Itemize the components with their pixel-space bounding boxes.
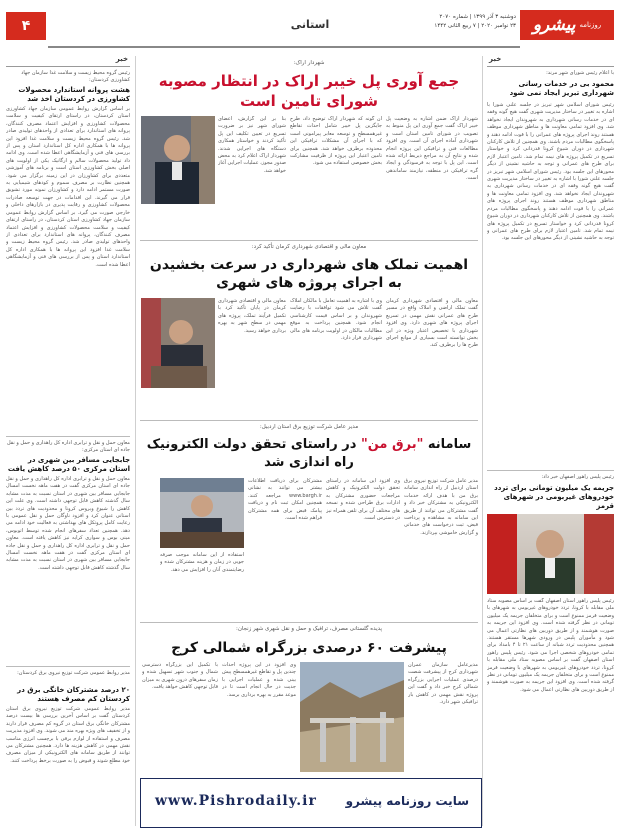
left-column-separator [135, 56, 136, 826]
page-number-box [6, 12, 46, 40]
masthead [0, 0, 620, 48]
bargh-body-col-1: مدیر عامل شرکت توزیع نیروی برق استان اردبیل از راه اندازی سامانه برق من با هدف ارائه خدمات الکترونیکی به مشترکان خبر داد و گفت مشترکان می توانند از طریق این سامانه به مشاهده و پرداخت قبض، ثبت درخواست های خدماتی و گزارش خاموشی بپردازند. [404, 478, 478, 536]
karaj-body-col-2: وی افزود در این پروژه احداث چندین پل و تقاطع غیرهمسطح پیش بینی شده و عملیات اجرایی با جدیت در حال انجام است تا در موعد مقرر به بهره برداری برسد. [222, 662, 296, 698]
right-story1-kicker: با اعلام رئیس شورای شهر مرند: [546, 70, 614, 76]
assets-body-col-3: معاون مالی و اقتصادی شهرداری کرمان در پایان تأکید کرد با تکمیل فرآیند تملک، پروژه های مهمی در سطح شهر به بهره برداری خواهد رسید. [218, 298, 286, 334]
left-divider-2 [6, 666, 130, 667]
lead-divider [140, 240, 478, 241]
issue-date [400, 13, 516, 31]
assets-official-photo [141, 298, 215, 388]
masthead-rule [48, 46, 520, 48]
left-divider-1 [6, 436, 130, 437]
bargh-body-col-3: مشترکان برای دریافت اطلاعات بیشتر می توانند به نشانی www.bargh.ir مراجعه کنند. همچنین امکان ثبت نام و دریافت پیامک قبض برای همه مشترکان فراهم شده است. [248, 478, 322, 522]
lead-body-col-3: بنا بر این گزارش، اعضای شورای شهر نیز بر ضرورت تسریع در تعیین تکلیف این پل تأکید کردند و خواستار همکاری دستگاه های اجرایی شدند. شهردار اراک اعلام کرد به محض صدور مجوز، عملیات اجرایی آغاز خواهد شد. [218, 116, 286, 174]
brand-logo [522, 10, 612, 40]
right-story2-title: جریمه یک میلیون تومانی برای تردد خودروهای غیربومی در شهرهای قرمز [494, 484, 614, 510]
lead-mayor-photo [141, 116, 215, 204]
left-story3-kicker: مدیر روابط عمومی شرکت توزیع نیروی برق کردستان: [17, 670, 130, 676]
left-column [6, 56, 130, 829]
assets-divider [140, 420, 478, 421]
right-story2-kicker: رئیس پلیس راهور اصفهان خبر داد: [541, 474, 614, 480]
left-story1-title: هشت پروانه استاندارد محصولات کشاورزی در کردستان اخذ شد [18, 86, 130, 103]
karaj-construction-photo [300, 662, 404, 772]
page-number: ۴ [21, 18, 31, 34]
bargh-title-2: راه اندازی شد [264, 455, 354, 470]
right-label-bar [487, 56, 614, 67]
date-line-1: دوشنبه ۳ آذر ۱۳۹۹ | شماره ۲۰۷۰ [439, 14, 516, 20]
left-story2-title: جابجایی مسافر بین شهری در استان مرکزی ۵۰ درصد کاهش یافت [7, 456, 130, 473]
lead-body-col-2: آن گونه که شهردار اراک توضیح داد، طرح جایگزین پل خیبر شامل احداث تقاطع غیرهمسطح و توسعه معابر پیرامونی است که با اجرای آن مشکلات ترافیکی این محدوده برطرف خواهد شد. همچنین برای تامین اعتبار این پروژه از ظرفیت مشارکت بخش خصوصی استفاده می شود. [290, 116, 382, 167]
assets-title-1: اهمیت تملک های شهرداری در سرعت بخشیدن [149, 257, 469, 273]
karaj-body-col-1: مدیرعامل سازمان عمران شهرداری کرج از پیشرفت شصت درصدی عملیات اجرایی بزرگراه شمالی کرج خبر داد و گفت این پروژه نقش مهمی در کاهش بار ترافیکی شهر دارد. [408, 662, 478, 706]
lead-body-col-1: شهردار اراک ضمن اشاره به وضعیت پل خیبر اراک گفت جمع آوری این پل منوط به تصویب در شورای تامین استان است و شهرداری آماده اجرای آن است. وی افزود مطالعات فنی و ترافیکی این پروژه انجام شده و نتایج آن به مراجع ذیربط ارائه شده است. این پل با توجه به فرسودگی و ایجاد گره ترافیکی در منطقه، نیازمند ساماندهی است. [386, 116, 478, 182]
lead-kicker: شهردار اراک: [293, 60, 325, 66]
left-story1-body: بر اساس گزارش روابط عمومی سازمان جهاد کشاورزی استان کردستان، در راستای ارتقای کیفیت و سلامت محصولات کشاورزی و افزایش اعتماد مصرف کنندگان، پروانه های استاندارد برای تعدادی از واحدهای تولیدی صادر شد. رئیس گروه محیط زیست و سلامت غذا افزود این پروانه ها با همکاری اداره کل استاندارد استان و پس از بررسی های فنی و آزمایشگاهی اعطا شده است. وی ادامه داد تولید محصولات سالم و ارگانیک یکی از اولویت های اصلی بخش کشاورزی استان است و برنامه های آموزشی متعددی برای کشاورزان در این زمینه برگزار می شود. همچنین نظارت بر مصرف سموم و کودهای شیمیایی به صورت مستمر ادامه دارد و کشاورزان نمونه مورد تشویق قرار می گیرند. این اقدامات در جهت توسعه صادرات محصولات کشاورزی و رقابت پذیری در بازارهای داخلی و خارجی صورت می گیرد. بر اساس گزارش روابط عمومی سازمان جهاد کشاورزی استان کردستان، در راستای ارتقای کیفیت و سلامت محصولات کشاورزی و افزایش اعتماد مصرف کنندگان، پروانه های استاندارد برای تعدادی از واحدهای تولیدی صادر شد. رئیس گروه محیط زیست و سلامت غذا افزود این پروانه ها با همکاری اداره کل استاندارد استان و پس از بررسی های فنی و آزمایشگاهی اعطا شده است. [6, 106, 130, 268]
date-line-2: ۲۳ نوامبر ۲۰۲۰ | ۷ ربیع الثانی ۱۴۴۲ [434, 23, 516, 29]
bargh-title-post: در راستای تحقق دولت الکترونیک [146, 437, 357, 452]
bargh-body-col-2: وی افزود این سامانه در راستای تحقق دولت الکترونیک و کاهش مراجعات حضوری مشترکان به ادارات برق طراحی شده و نسخه های مختلف آن برای تلفن همراه نیز در دسترس است. [326, 478, 400, 522]
assets-body-col-1: معاون مالی و اقتصادی شهرداری کرمان گفت تملک اراضی و املاک واقع در مسیر طرح های عمرانی نقش مهمی در تسریع اجرای پروژه های شهری دارد. وی افزود شهرداری با تخصیص اعتبار ویژه در این بخش توانسته است بسیاری از موانع اجرای طرح ها را برطرف کند. [386, 298, 478, 349]
right-story1-body: رئیس شورای اسلامی شهر تبریز در جلسه علنی شورا با اشاره به تغییر در ساختار مدیریت شهری گفت هیچ گونه وقفه ای در خدمات رسانی شهرداری به شهروندان ایجاد نخواهد شد. وی افزود تمامی معاونت ها و مناطق شهرداری موظف هستند روند اجرای پروژه های عمرانی را با قوت ادامه دهند و پاسخگوی مطالبات مردم باشند. وی همچنین از تلاش کارکنان شهرداری در دوران شیوع کرونا قدردانی کرد و خواستار تسریع در تکمیل پروژه های نیمه تمام شد. تامین اعتبار لازم برای طرح های عمرانی و توجه به حاشیه نشینی از دیگر محورهای این جلسه بود. رئیس شورای اسلامی شهر تبریز در جلسه علنی شورا با اشاره به تغییر در ساختار مدیریت شهری گفت هیچ گونه وقفه ای در خدمات رسانی شهرداری به شهروندان ایجاد نخواهد شد. وی افزود تمامی معاونت ها و مناطق شهرداری موظف هستند روند اجرای پروژه های عمرانی را با قوت ادامه دهند و پاسخگوی مطالبات مردم باشند. وی همچنین از تلاش کارکنان شهرداری در دوران شیوع کرونا قدردانی کرد و خواستار تسریع در تکمیل پروژه های نیمه تمام شد. تامین اعتبار لازم برای طرح های عمرانی و توجه به حاشیه نشینی از دیگر محورهای این جلسه بود. [487, 102, 614, 242]
left-story1-kicker: رئیس گروه محیط زیست و سلامت غذا سازمان جهاد کشاورزی کردستان: [21, 70, 130, 83]
footer-banner [140, 778, 482, 828]
bargh-kicker: مدیر عامل شرکت توزیع برق استان اردبیل: [259, 424, 359, 430]
right-label: خبر [489, 55, 502, 63]
right-column-separator [482, 56, 483, 826]
assets-kicker: معاون مالی و اقتصادی شهرداری کرمان تأکید کرد: [251, 244, 367, 250]
bargh-title-pre: سامانه [427, 437, 472, 452]
left-story2-kicker: معاون حمل و نقل و ترابری اداره کل راهداری و حمل و نقل جاده ای استان مرکزی: [7, 440, 130, 453]
left-story3-title: ۲۰ درصد مشترکان خانگی برق در کردستان کم مصرف هستند [17, 686, 130, 703]
karaj-body-col-3: با تکمیل این بزرگراه دسترسی شمال و جنوب شهر تسهیل شده و زمان سفرهای درون شهری به میزان قابل توجهی کاهش خواهد یافت. [142, 662, 218, 691]
right-column [487, 56, 614, 829]
left-label-bar [6, 56, 130, 67]
footer-site-label: سایت روزنامه پیشرو [345, 794, 469, 808]
right-story1-title: محمود بی در خدمات رسانی شهرداری تبریز ایجاد نمی شود [509, 80, 614, 97]
police-chief-photo [487, 514, 614, 594]
karaj-title: پیشرفت ۶۰ درصدی بزرگراه شمالی کرج [171, 640, 447, 656]
lead-title-2: شورای تامین است [239, 92, 379, 110]
right-story2-body: رئیس پلیس راهور استان اصفهان گفت بر اساس مصوبه ستاد ملی مقابله با کرونا، تردد خودروهای غیربومی به شهرهای با وضعیت قرمز ممنوع است و برای متخلفان جریمه یک میلیون تومانی در نظر گرفته شده است. وی افزود این جریمه به صورت هوشمند و از طریق دوربین های نظارتی اعمال می شود و مأموران پلیس در ورودی شهرها مستقر هستند. همچنین محدودیت تردد شبانه از ساعت ۲۱ تا ۴ بامداد برای تمامی خودروهای شخصی اجرا می شود. رئیس پلیس راهور استان اصفهان گفت بر اساس مصوبه ستاد ملی مقابله با کرونا، تردد خودروهای غیربومی به شهرهای با وضعیت قرمز ممنوع است و برای متخلفان جریمه یک میلیون تومانی در نظر گرفته شده است. وی افزود این جریمه به صورت هوشمند و از طریق دوربین های نظارتی اعمال می شود. [487, 598, 614, 693]
section-title: استانی [290, 18, 330, 31]
bargh-site-ref: www.bargh.ir [289, 492, 322, 499]
brand-prefix: روزنامه [579, 21, 602, 29]
bargh-body-col-4: استفاده از این سامانه موجب صرفه جویی در زمان و هزینه مشترکان شده و رضایتمندی آنان را افزایش می دهد. [160, 552, 244, 573]
left-label: خبر [115, 55, 128, 63]
footer-url[interactable]: www.Pishrodaily.ir [155, 793, 317, 809]
bargh-title-1 [140, 436, 478, 454]
assets-body-col-2: وی با اشاره به اهمیت تعامل با مالکان املاک گفت تلاش می شود توافقات با رضایت شهروندان و بر اساس قیمت کارشناسی انجام شود. همچنین پرداخت به موقع مطالبات مالکان در اولویت برنامه های مالی شهرداری قرار دارد. [290, 298, 382, 342]
brand-name: پیشرو [532, 15, 576, 35]
bargh-title-quote: "برق من" [360, 437, 424, 452]
right-divider-1 [487, 470, 614, 471]
bargh-divider [140, 622, 478, 623]
left-story3-body: مدیر روابط عمومی شرکت توزیع نیروی برق استان کردستان گفت بر اساس آخرین بررسی ها بیست درصد مشترکان خانگی برق استان در گروه کم مصرف قرار دارند و از تخفیف های ویژه بهره مند می شوند. وی افزود مدیریت مصرف و استفاده از لوازم برقی با برچسب انرژی مناسب نقش مهمی در کاهش هزینه ها دارد. همچنین مشترکان می توانند از طریق سامانه های الکترونیکی از میزان مصرف خود مطلع شوند و قبوض را به صورت برخط پرداخت کنند. [6, 706, 130, 764]
karaj-kicker: پدیده گلستانی مصرف، ترافیک و حمل و نقل شهری شهر زنجان: [235, 626, 383, 632]
lead-title-1: جمع آوری پل خیبر اراک در انتظار مصوبه [158, 72, 460, 90]
bargh-director-photo [160, 478, 244, 548]
left-story2-body: معاون حمل و نقل و ترابری اداره کل راهداری و حمل و نقل جاده ای استان مرکزی گفت در هفت ماهه نخست امسال جابجایی مسافر بین شهری در استان نسبت به مدت مشابه سال گذشته کاهش قابل توجهی داشته است. وی علت این کاهش را شیوع ویروس کرونا و محدودیت های تردد بین استانی عنوان کرد و افزود ناوگان حمل و نقل عمومی با رعایت کامل پروتکل های بهداشتی به فعالیت خود ادامه می دهد. همچنین تعداد سفرهای انجام شده توسط اتوبوس، مینی بوس و سواری کرایه نیز کاهش یافته است. معاون حمل و نقل و ترابری اداره کل راهداری و حمل و نقل جاده ای استان مرکزی گفت در هفت ماهه نخست امسال جابجایی مسافر بین شهری در استان نسبت به مدت مشابه سال گذشته کاهش قابل توجهی داشته است. [6, 476, 130, 571]
assets-title-2: به اجرای پروژه های شهری [216, 275, 402, 291]
